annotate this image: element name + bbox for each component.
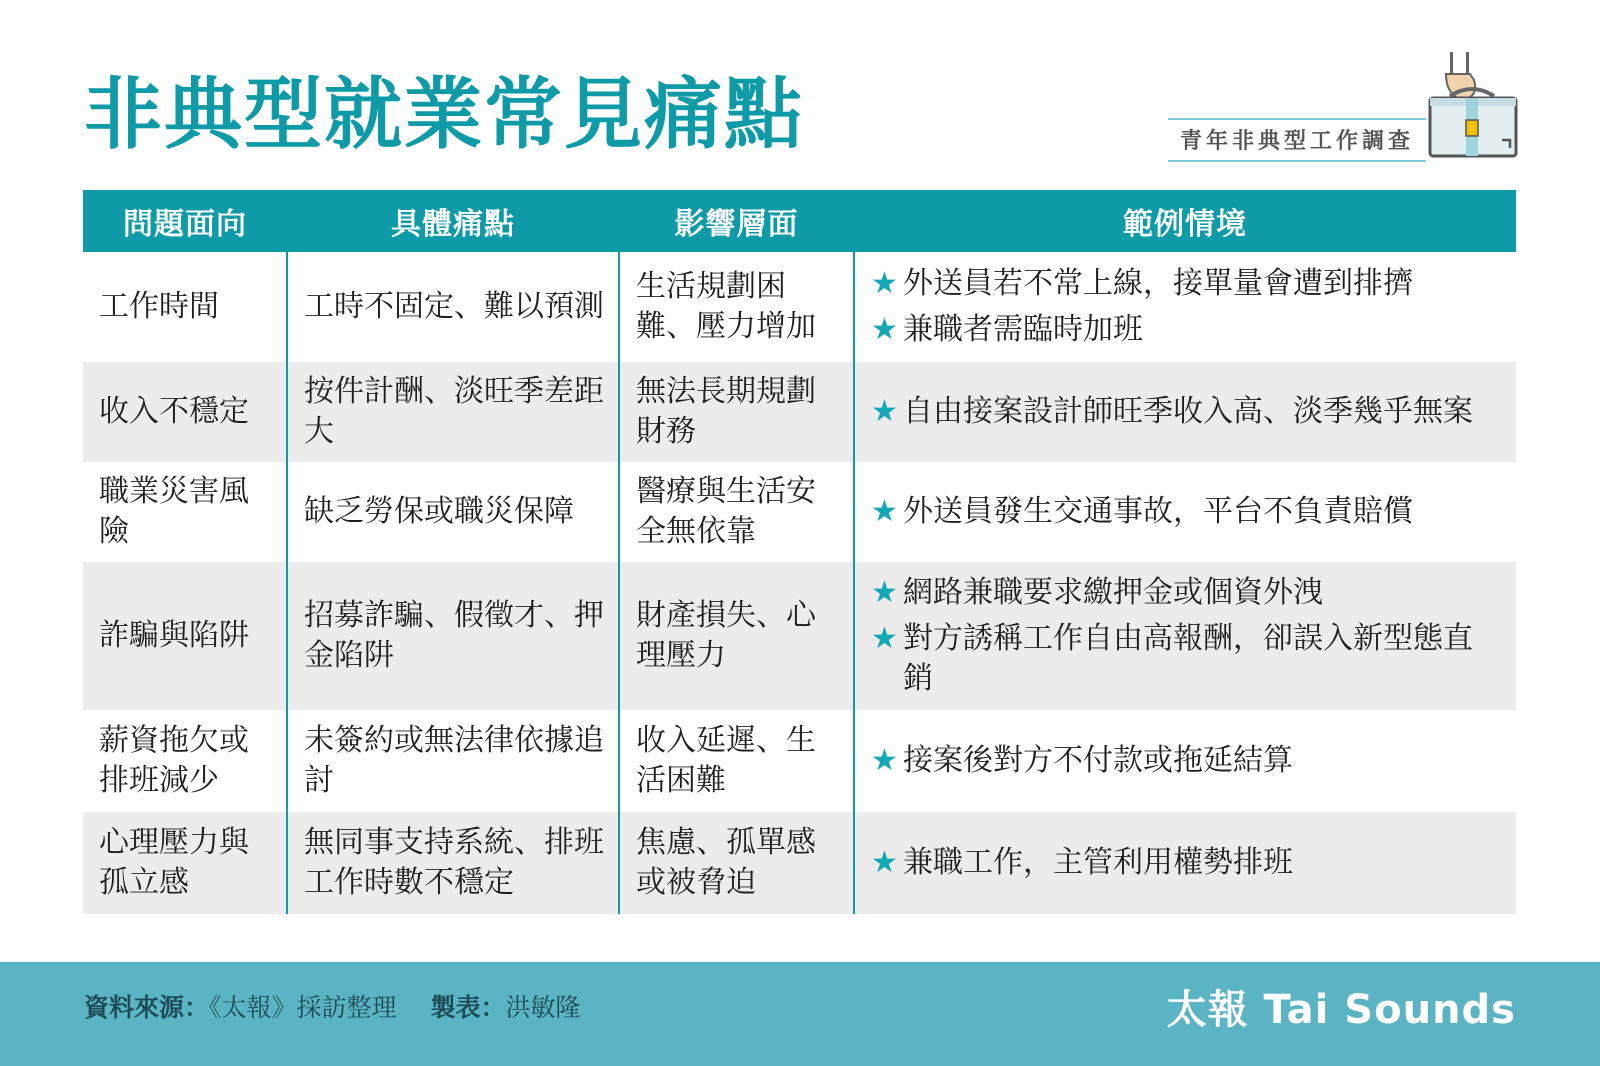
aspect-cell: 薪資拖欠或排班減少 [99, 723, 249, 798]
table-row [83, 710, 1516, 812]
example-cell [854, 710, 1516, 812]
footer-credits [84, 988, 581, 1024]
column-header-examples: 範例情境 [854, 190, 1516, 252]
table-row [83, 362, 1516, 462]
briefcase-hand-icon [1428, 52, 1520, 160]
example-item: ★ 兼職者需臨時加班 [871, 310, 1502, 350]
pain-points-table [83, 190, 1516, 914]
example-item: ★ 外送員若不常上線，接單量會遭到排擠 [871, 264, 1502, 304]
example-item: ★ 自由接案設計師旺季收入高、淡季幾乎無案 [871, 392, 1502, 432]
page-title: 非典型就業常見痛點 [84, 70, 805, 160]
star-icon: ★ [871, 621, 898, 656]
aspect-cell: 詐騙與陷阱 [83, 562, 287, 710]
table-row [83, 562, 1516, 710]
impact-cell: 生活規劃困難、壓力增加 [619, 252, 854, 362]
table-row [83, 252, 1516, 362]
source-label: 資料來源： [84, 993, 210, 1022]
example-cell [854, 562, 1516, 710]
impact-cell: 無法長期規劃財務 [619, 362, 854, 462]
column-header-aspect: 問題面向 [83, 190, 287, 252]
table-header-row [83, 190, 1516, 252]
star-icon: ★ [871, 575, 898, 610]
impact-cell: 焦慮、孤單感或被脅迫 [619, 812, 854, 914]
example-item: ★ 對方誘稱工作自由高報酬，卻誤入新型態直銷 [871, 621, 1473, 696]
example-item: ★ 兼職工作，主管利用權勢排班 [871, 843, 1502, 883]
table-row [83, 462, 1516, 562]
example-item: ★ 網路兼職要求繳押金或個資外洩 [871, 573, 1502, 613]
example-cell [854, 462, 1516, 562]
footer-bar [0, 962, 1600, 1066]
star-icon: ★ [871, 312, 898, 347]
pain-cell: 招募詐騙、假徵才、押金陷阱 [287, 562, 619, 710]
pain-cell: 未簽約或無法律依據追討 [287, 710, 619, 812]
example-cell [854, 252, 1516, 362]
impact-cell: 財產損失、心理壓力 [619, 562, 854, 710]
pain-cell: 按件計酬、淡旺季差距大 [287, 362, 619, 462]
pain-cell: 缺乏勞保或職災保障 [287, 462, 619, 562]
star-icon: ★ [871, 743, 898, 778]
star-icon: ★ [871, 494, 898, 529]
example-cell [854, 362, 1516, 462]
aspect-cell: 工作時間 [99, 289, 219, 324]
brand-logo: 太報 Tai Sounds [1166, 987, 1516, 1033]
pain-cell: 工時不固定、難以預測 [287, 252, 619, 362]
table-row [83, 812, 1516, 914]
example-cell [854, 812, 1516, 914]
example-item: ★ 接案後對方不付款或拖延結算 [871, 741, 1502, 781]
star-icon: ★ [871, 394, 898, 429]
aspect-cell: 收入不穩定 [83, 362, 287, 462]
star-icon: ★ [871, 266, 898, 301]
aspect-cell: 職業災害風險 [99, 474, 249, 549]
maker-value: 洪敏隆 [505, 993, 581, 1022]
example-item: ★ 外送員發生交通事故，平台不負責賠償 [871, 492, 1502, 532]
source-value: 《太報》採訪整理 [209, 993, 397, 1022]
maker-label: 製表： [430, 993, 506, 1022]
pain-cell: 無同事支持系統、排班工作時數不穩定 [287, 812, 619, 914]
star-icon: ★ [871, 845, 898, 880]
aspect-cell: 心理壓力與孤立感 [83, 812, 287, 914]
impact-cell: 收入延遲、生活困難 [619, 710, 854, 812]
impact-cell: 醫療與生活安全無依靠 [619, 462, 854, 562]
column-header-impact: 影響層面 [619, 190, 854, 252]
column-header-pain: 具體痛點 [287, 190, 619, 252]
page-subtitle: 青年非典型工作調查 [1168, 118, 1426, 162]
